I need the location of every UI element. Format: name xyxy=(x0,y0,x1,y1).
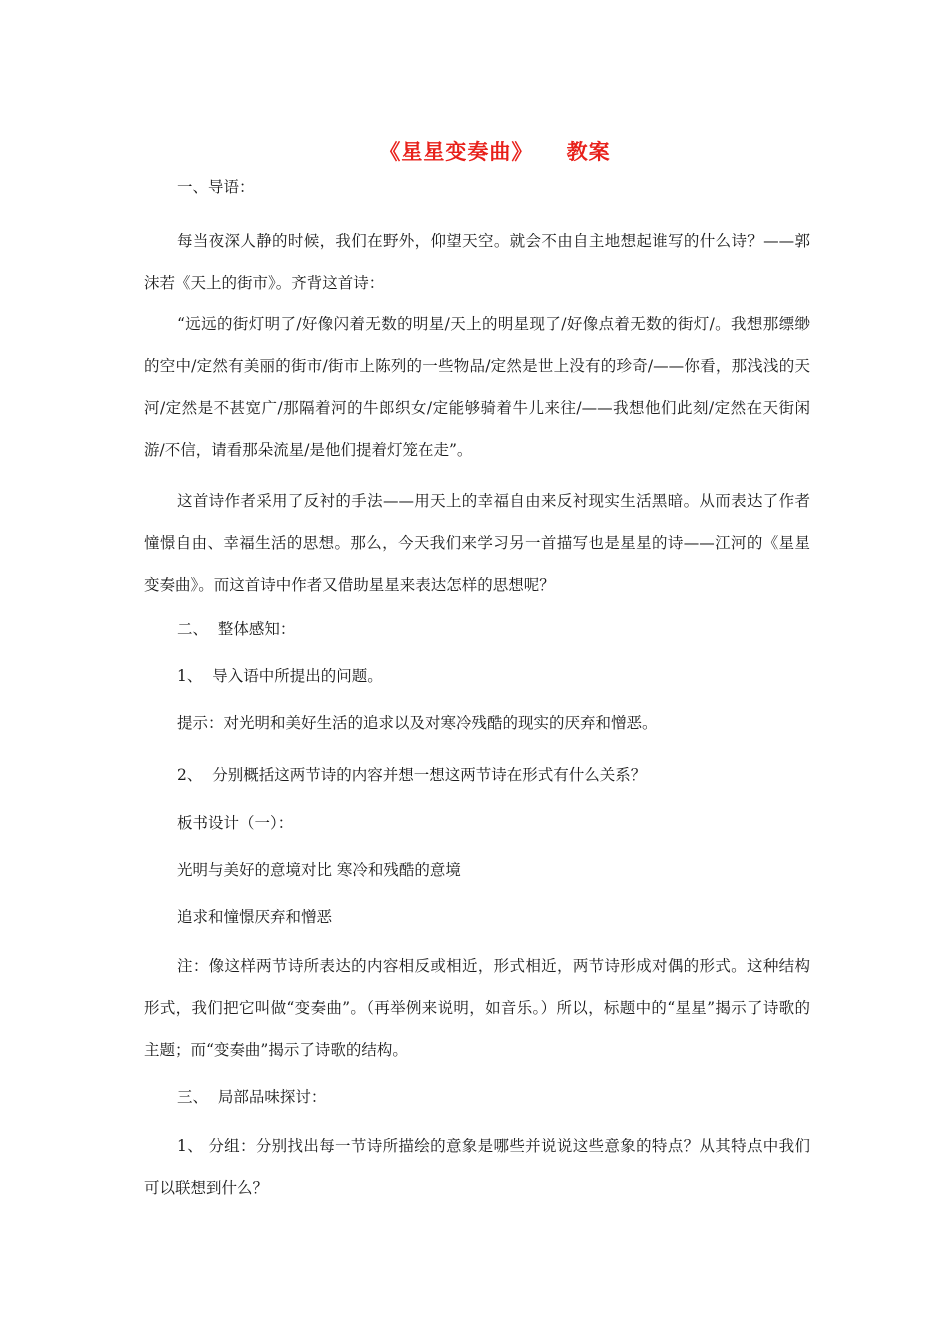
board-design-line-2: 追求和憧憬厌弃和憎恶 xyxy=(177,908,333,926)
board-design-title: 板书设计（一）： xyxy=(177,814,294,832)
group-task-paragraph xyxy=(144,1125,810,1209)
document-title: 《星星变奏曲》 教案 xyxy=(379,140,611,164)
group-task-text: 1、 分组：分别找出每一节诗所描绘的意象是哪些并说说这些意象的特点？从其特点中我们可以联想到什么？ xyxy=(144,1137,810,1197)
question-item-1: 1、 导入语中所提出的问题。 xyxy=(177,667,383,685)
section-heading-intro: 一、导语： xyxy=(177,178,255,196)
poem-text: “远远的街灯明了/好像闪着无数的明星/天上的明星现了/好像点着无数的街灯/。我想那缥缈的空中/定然有美丽的街市/街市上陈列的一些物品/定然是世上没有的珍奇/——你看，那浅浅的天河/定然是不甚宽广/那隔着河的牛郎织女/定能够骑着牛儿来往/——我想他们此刻/定然在天街闲游/不信，请看那朵流星/是他们提着灯笼在走”。 xyxy=(144,315,810,459)
section-heading-overall: 二、 整体感知： xyxy=(177,620,296,638)
section-heading-local: 三、 局部品味探讨： xyxy=(177,1088,327,1106)
analysis-text: 这首诗作者采用了反衬的手法——用天上的幸福自由来反衬现实生活黑暗。从而表达了作者憧憬自由、幸福生活的思想。那么，今天我们来学习另一首描写也是星星的诗——江河的《星星变奏曲》。而这首诗中作者又借助星星来表达怎样的思想呢？ xyxy=(144,492,810,594)
note-text: 注：像这样两节诗所表达的内容相反或相近，形式相近，两节诗形成对偶的形式。这种结构形式，我们把它叫做“变奏曲”。（再举例来说明，如音乐。）所以，标题中的“星星”揭示了诗歌的主题；而“变奏曲”揭示了诗歌的结构。 xyxy=(144,957,810,1059)
intro-paragraph xyxy=(144,220,810,304)
board-design-line-1: 光明与美好的意境对比 寒冷和残酷的意境 xyxy=(177,861,461,879)
analysis-paragraph xyxy=(144,480,810,606)
note-paragraph xyxy=(144,945,810,1071)
poem-quote xyxy=(144,303,810,471)
question-item-2: 2、 分别概括这两节诗的内容并想一想这两节诗在形式有什么关系？ xyxy=(177,766,647,784)
hint-text: 提示：对光明和美好生活的追求以及对寒冷残酷的现实的厌弃和憎恶。 xyxy=(177,714,658,732)
intro-text: 每当夜深人静的时候，我们在野外，仰望天空。就会不由自主地想起谁写的什么诗？——郭沫若《天上的街市》。齐背这首诗： xyxy=(144,232,810,292)
